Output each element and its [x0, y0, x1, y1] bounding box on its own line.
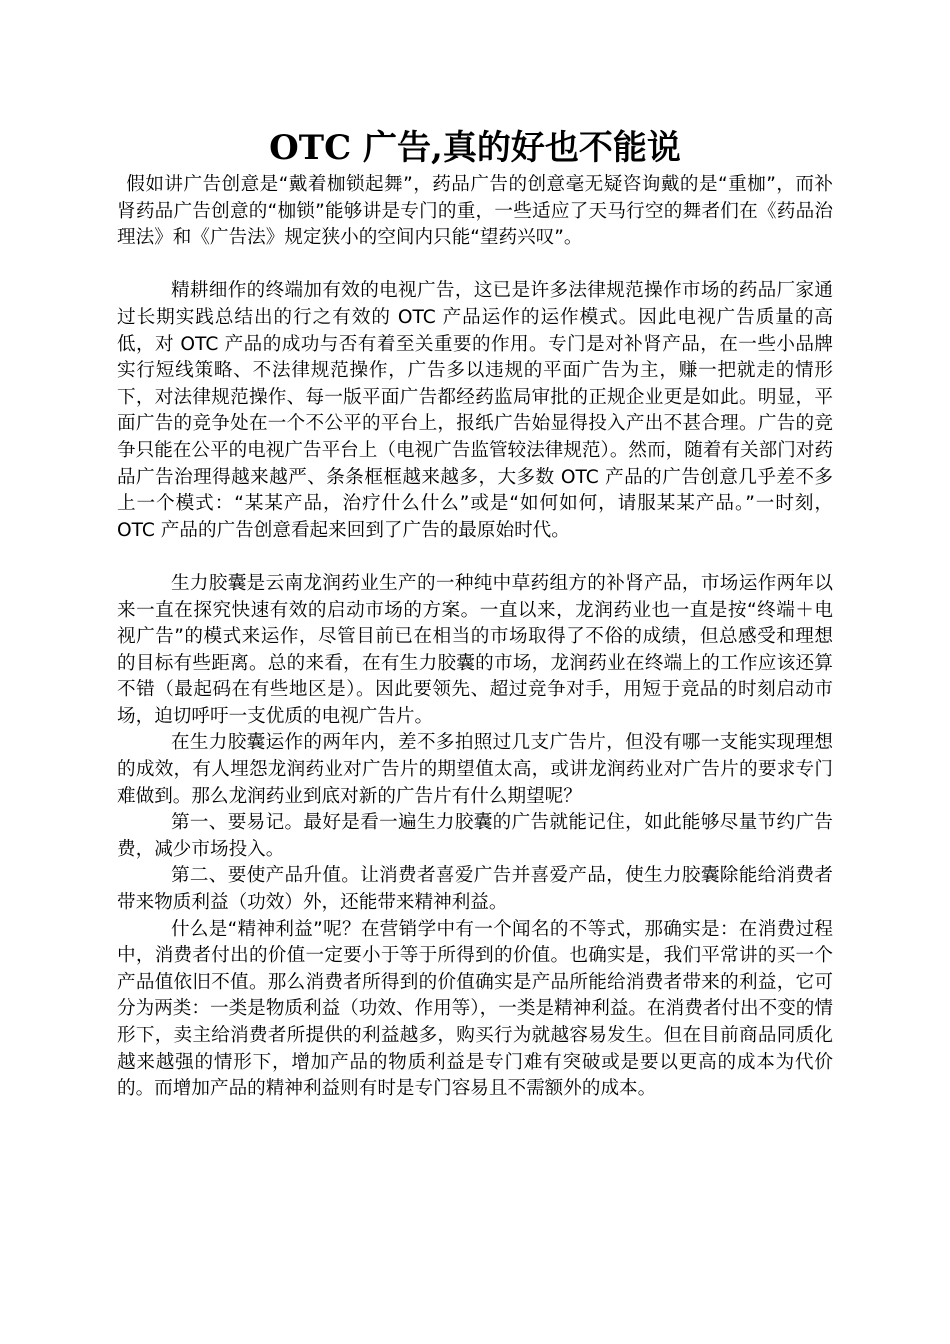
paragraph-point-one: 第一、要易记。最好是看一遍生力胶囊的广告就能记住，如此能够尽量节约广告费，减少市场投入。 — [117, 812, 833, 860]
paragraph-tv-ads: 精耕细作的终端加有效的电视广告，这已是许多法律规范操作市场的药品厂家通过长期实践总结出的行之有效的 OTC 产品运作的运作模式。因此电视广告质量的高低，对 OTC 产品的成功与否有着至关重要的作用。专门是对补肾产品，在一些小品牌实行短线策略、不法律规范操作，广告多以违规的平面广告为主，赚一把就走的情形下，对法律规范操作、每一版平面广告都经药监局审批的正规企业更是如此。明显，平面广告的竞争处在一个不公平的平台上，报纸广告始显得投入产出不甚合理。广告的竞争只能在公平的电视广告平台上（电视广告监管较法律规范）。然而，随着有关部门对药品广告治理得越来越严、条条框框越来越多，大多数 OTC 产品的广告创意几乎差不多上一个模式：“某某产品，治疗什么什么”或是“如何如何，请服某某产品。”一时刻，OTC 产品的广告创意看起来回到了广告的最原始时代。 — [117, 280, 833, 541]
paragraph-intro: 假如讲广告创意是“戴着枷锁起舞”，药品广告的创意毫无疑咨询戴的是“重枷”，而补肾药品广告创意的“枷锁”能够讲是专门的重，一些适应了天马行空的舞者们在《药品治理法》和《广告法》规定狭小的空间内只能“望药兴叹”。 — [117, 174, 833, 249]
document-title: OTC 广告,真的好也不能说 — [269, 128, 681, 168]
paragraph-shengli-capsule: 生力胶囊是云南龙润药业生产的一种纯中草药组方的补肾产品，市场运作两年以来一直在探究快速有效的启动市场的方案。一直以来，龙润药业也一直是按“终端＋电视广告”的模式来运作，尽管目前已在相当的市场取得了不俗的成绩，但总感受和理想的目标有些距离。总的来看，在有生力胶囊的市场，龙润药业在终端上的工作应该还算不错（最起码在有些地区是）。因此要领先、超过竞争对手，用短于竞品的时刻启动市场，迫切呼吁一支优质的电视广告片。 — [117, 572, 833, 727]
document-body — [117, 172, 833, 1103]
paragraph-point-two: 第二、要使产品升值。让消费者喜爱广告并喜爱产品，使生力胶囊除能给消费者带来物质利益（功效）外，还能带来精神利益。 — [117, 865, 833, 914]
paragraph-expectations: 在生力胶囊运作的两年内，差不多拍照过几支广告片，但没有哪一支能实现理想的成效，有人埋怨龙润药业对广告片的期望值太高，或讲龙润药业对广告片的要求专门难做到。那么龙润药业到底对新的广告片有什么期望呢？ — [117, 732, 833, 807]
paragraph-spiritual-benefit: 什么是“精神利益”呢？在营销学中有一个闻名的不等式，那确实是：在消费过程中，消费者付出的价值一定要小于等于所得到的价值。也确实是，我们平常讲的买一个产品值依旧不值。那么消费者所得到的价值确实是产品所能给消费者带来的利益，它可分为两类：一类是物质利益（功效、作用等），一类是精神利益。在消费者付出不变的情形下，卖主给消费者所提供的利益越多，购买行为就越容易发生。但在目前商品同质化越来越强的情形下，增加产品的物质利益是专门难有突破或是要以更高的成本为代价的。而增加产品的精神利益则有时是专门容易且不需额外的成本。 — [117, 918, 833, 1100]
